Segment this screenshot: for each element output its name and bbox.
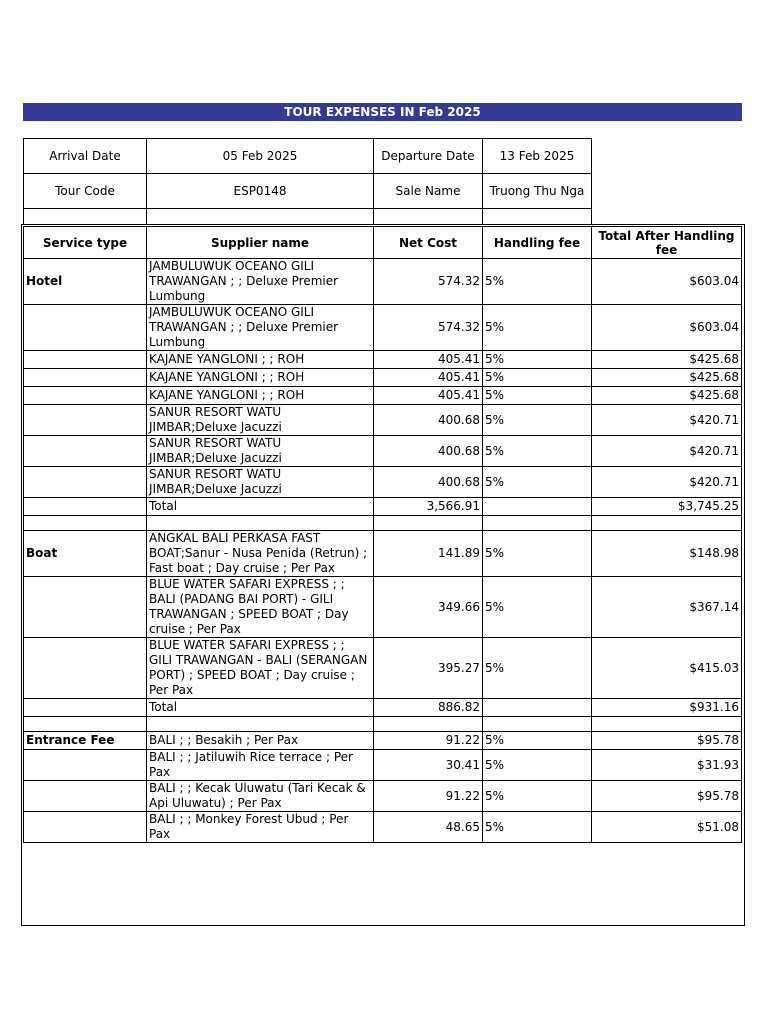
net-cost-cell: 141.89 xyxy=(374,531,483,577)
service-type-cell: Entrance Fee xyxy=(24,732,147,750)
departure-date-value: 13 Feb 2025 xyxy=(483,139,592,174)
handling-fee-cell: 5% xyxy=(483,259,592,305)
handling-fee-cell: 5% xyxy=(483,638,592,699)
table-row xyxy=(24,467,742,498)
table-row xyxy=(24,781,742,812)
net-cost-cell: 405.41 xyxy=(374,387,483,405)
total-after-cell: $425.68 xyxy=(592,387,742,405)
blank-cell xyxy=(374,516,483,531)
table-row xyxy=(24,259,742,305)
handling-fee-cell: 5% xyxy=(483,812,592,843)
service-type-cell xyxy=(24,699,147,717)
supplier-cell: SANUR RESORT WATU JIMBAR;Deluxe Jacuzzi xyxy=(147,436,374,467)
blank-cell xyxy=(592,516,742,531)
blank-cell xyxy=(24,209,147,225)
handling-fee-cell: 5% xyxy=(483,467,592,498)
table-row xyxy=(24,732,742,750)
supplier-cell: BLUE WATER SAFARI EXPRESS ; ; BALI (PADANG BAI PORT) - GILI TRAWANGAN ; SPEED BOAT ; Day cruise ; Per Pax xyxy=(147,577,374,638)
entrance-fee-section xyxy=(24,717,742,843)
net-cost-cell: 48.65 xyxy=(374,812,483,843)
table-row xyxy=(24,812,742,843)
blank-cell xyxy=(483,516,592,531)
table-header-row xyxy=(24,227,742,259)
total-after-cell: $31.93 xyxy=(592,750,742,781)
tour-info-table xyxy=(23,138,592,225)
departure-date-label: Departure Date xyxy=(374,139,483,174)
service-type-cell xyxy=(24,638,147,699)
supplier-cell: KAJANE YANGLONI ; ; ROH xyxy=(147,369,374,387)
info-row-code xyxy=(24,174,592,209)
table-row xyxy=(24,531,742,577)
info-row-dates xyxy=(24,139,592,174)
supplier-cell: BALI ; ; Monkey Forest Ubud ; Per Pax xyxy=(147,812,374,843)
total-after-cell: $425.68 xyxy=(592,369,742,387)
arrival-date-value: 05 Feb 2025 xyxy=(147,139,374,174)
total-fee-cell xyxy=(483,498,592,516)
total-after-cell: $95.78 xyxy=(592,732,742,750)
net-cost-cell: 400.68 xyxy=(374,467,483,498)
table-row xyxy=(24,351,742,369)
handling-fee-cell: 5% xyxy=(483,369,592,387)
total-label-cell: Total xyxy=(147,699,374,717)
total-after-cell: $420.71 xyxy=(592,405,742,436)
blank-cell xyxy=(374,209,483,225)
header-supplier-name: Supplier name xyxy=(147,227,374,259)
total-after-cell: $931.16 xyxy=(592,699,742,717)
supplier-cell: KAJANE YANGLONI ; ; ROH xyxy=(147,351,374,369)
blank-cell xyxy=(24,717,147,732)
service-type-cell: Boat xyxy=(24,531,147,577)
spacer-row xyxy=(24,717,742,732)
blank-cell xyxy=(24,516,147,531)
total-after-cell: $415.03 xyxy=(592,638,742,699)
table-row xyxy=(24,369,742,387)
service-type-cell xyxy=(24,387,147,405)
tour-code-value: ESP0148 xyxy=(147,174,374,209)
table-row xyxy=(24,750,742,781)
service-type-cell xyxy=(24,467,147,498)
service-type-cell xyxy=(24,498,147,516)
net-cost-cell: 405.41 xyxy=(374,351,483,369)
net-cost-cell: 349.66 xyxy=(374,577,483,638)
total-net-cell: 886.82 xyxy=(374,699,483,717)
net-cost-cell: 91.22 xyxy=(374,732,483,750)
handling-fee-cell: 5% xyxy=(483,531,592,577)
blank-cell xyxy=(592,717,742,732)
total-after-cell: $148.98 xyxy=(592,531,742,577)
handling-fee-cell: 5% xyxy=(483,750,592,781)
total-after-cell: $420.71 xyxy=(592,436,742,467)
handling-fee-cell: 5% xyxy=(483,436,592,467)
net-cost-cell: 400.68 xyxy=(374,436,483,467)
sale-name-value: Truong Thu Nga xyxy=(483,174,592,209)
info-row-blank xyxy=(24,209,592,225)
arrival-date-label: Arrival Date xyxy=(24,139,147,174)
total-after-cell: $603.04 xyxy=(592,259,742,305)
header-net-cost: Net Cost xyxy=(374,227,483,259)
service-type-cell xyxy=(24,436,147,467)
total-after-cell: $420.71 xyxy=(592,467,742,498)
handling-fee-cell: 5% xyxy=(483,781,592,812)
net-cost-cell: 400.68 xyxy=(374,405,483,436)
supplier-cell: SANUR RESORT WATU JIMBAR;Deluxe Jacuzzi xyxy=(147,405,374,436)
table-row xyxy=(24,436,742,467)
total-after-cell: $425.68 xyxy=(592,351,742,369)
total-after-cell: $367.14 xyxy=(592,577,742,638)
supplier-cell: BLUE WATER SAFARI EXPRESS ; ; GILI TRAWANGAN - BALI (SERANGAN PORT) ; SPEED BOAT ; Day cruise ; Per Pax xyxy=(147,638,374,699)
service-type-cell xyxy=(24,750,147,781)
service-type-cell xyxy=(24,577,147,638)
supplier-cell: SANUR RESORT WATU JIMBAR;Deluxe Jacuzzi xyxy=(147,467,374,498)
total-label-cell: Total xyxy=(147,498,374,516)
service-type-cell xyxy=(24,369,147,387)
total-after-cell: $3,745.25 xyxy=(592,498,742,516)
service-type-cell xyxy=(24,812,147,843)
table-row xyxy=(24,387,742,405)
net-cost-cell: 574.32 xyxy=(374,259,483,305)
header-service-type: Service type xyxy=(24,227,147,259)
table-row xyxy=(24,577,742,638)
service-type-cell xyxy=(24,305,147,351)
service-type-cell xyxy=(24,351,147,369)
header-handling-fee: Handling fee xyxy=(483,227,592,259)
handling-fee-cell: 5% xyxy=(483,351,592,369)
supplier-cell: BALI ; ; Kecak Uluwatu (Tari Kecak & Api Uluwatu) ; Per Pax xyxy=(147,781,374,812)
total-after-cell: $603.04 xyxy=(592,305,742,351)
handling-fee-cell: 5% xyxy=(483,405,592,436)
supplier-cell: JAMBULUWUK OCEANO GILI TRAWANGAN ; ; Deluxe Premier Lumbung xyxy=(147,259,374,305)
handling-fee-cell: 5% xyxy=(483,577,592,638)
net-cost-cell: 395.27 xyxy=(374,638,483,699)
handling-fee-cell: 5% xyxy=(483,305,592,351)
report-title: TOUR EXPENSES IN Feb 2025 xyxy=(23,103,742,121)
table-row xyxy=(24,638,742,699)
expenses-table xyxy=(23,226,742,843)
spacer-row xyxy=(24,516,742,531)
net-cost-cell: 91.22 xyxy=(374,781,483,812)
supplier-cell: ANGKAL BALI PERKASA FAST BOAT;Sanur - Nusa Penida (Retrun) ; Fast boat ; Day cruise ; Per Pax xyxy=(147,531,374,577)
service-type-cell: Hotel xyxy=(24,259,147,305)
header-total-after-handling: Total After Handling fee xyxy=(592,227,742,259)
tour-code-label: Tour Code xyxy=(24,174,147,209)
blank-cell xyxy=(374,717,483,732)
total-fee-cell xyxy=(483,699,592,717)
total-after-cell: $51.08 xyxy=(592,812,742,843)
total-net-cell: 3,566.91 xyxy=(374,498,483,516)
blank-cell xyxy=(147,209,374,225)
total-after-cell: $95.78 xyxy=(592,781,742,812)
supplier-cell: KAJANE YANGLONI ; ; ROH xyxy=(147,387,374,405)
blank-cell xyxy=(147,516,374,531)
hotel-section xyxy=(24,259,742,516)
net-cost-cell: 405.41 xyxy=(374,369,483,387)
supplier-cell: JAMBULUWUK OCEANO GILI TRAWANGAN ; ; Deluxe Premier Lumbung xyxy=(147,305,374,351)
total-row xyxy=(24,498,742,516)
service-type-cell xyxy=(24,781,147,812)
total-row xyxy=(24,699,742,717)
boat-section xyxy=(24,516,742,717)
blank-cell xyxy=(483,209,592,225)
handling-fee-cell: 5% xyxy=(483,732,592,750)
blank-cell xyxy=(147,717,374,732)
table-row xyxy=(24,405,742,436)
supplier-cell: BALI ; ; Besakih ; Per Pax xyxy=(147,732,374,750)
handling-fee-cell: 5% xyxy=(483,387,592,405)
blank-cell xyxy=(483,717,592,732)
net-cost-cell: 30.41 xyxy=(374,750,483,781)
sale-name-label: Sale Name xyxy=(374,174,483,209)
table-row xyxy=(24,305,742,351)
service-type-cell xyxy=(24,405,147,436)
supplier-cell: BALI ; ; Jatiluwih Rice terrace ; Per Pax xyxy=(147,750,374,781)
net-cost-cell: 574.32 xyxy=(374,305,483,351)
